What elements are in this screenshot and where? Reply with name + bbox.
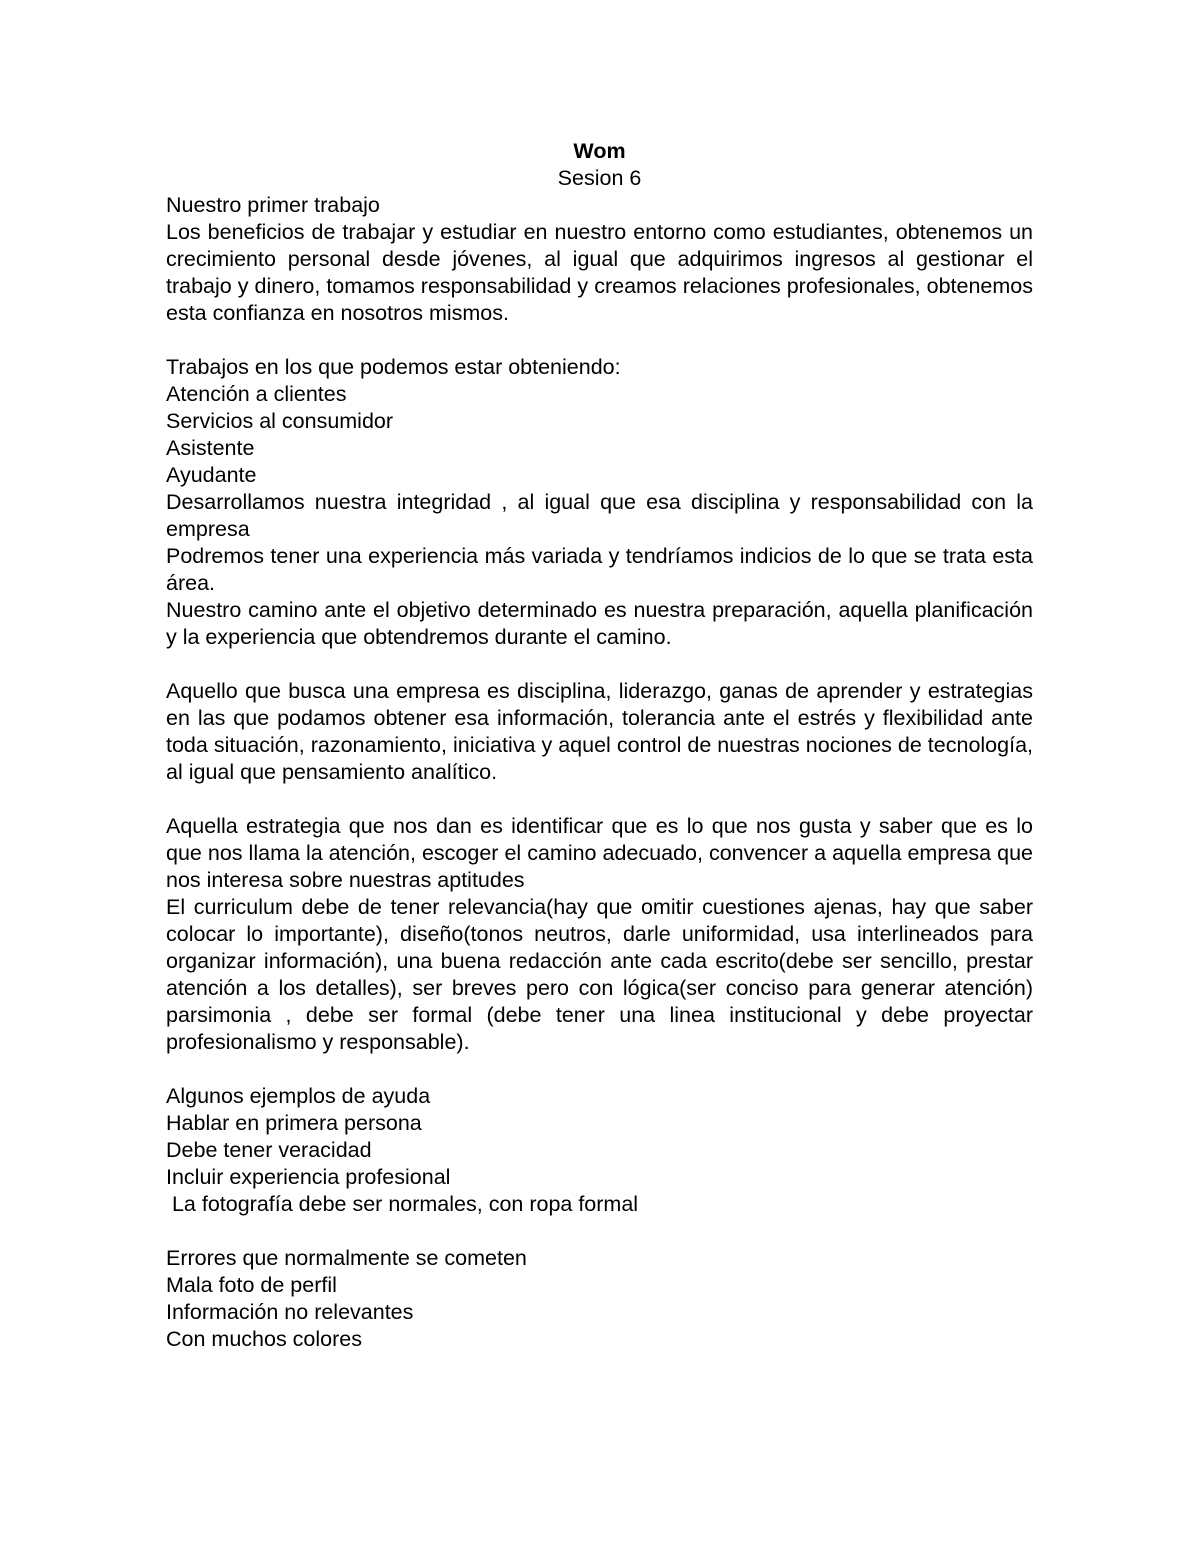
paragraph-gap [166,651,1033,678]
document-page [166,138,1033,1353]
paragraph: Desarrollamos nuestra integridad , al igual que esa disciplina y responsabilidad con la empresa [166,490,1033,541]
list-item: Ayudante [166,463,257,487]
paragraph: El curriculum debe de tener relevancia(hay que omitir cuestiones ajenas, hay que saber colocar lo importante), diseño(tonos neutros, darle uniformidad, usa interlineados para organizar información), una buena redacción ante cada escrito(debe ser sencillo, prestar atención a los detalles), ser breves pero con lógica(ser conciso para generar atención) parsimonia , debe ser formal (debe tener una linea institucional y debe proyectar profesionalismo y responsable). [166,895,1033,1054]
document-title: Wom [573,139,626,163]
document-subtitle: Sesion 6 [557,166,642,190]
examples-intro: Algunos ejemplos de ayuda [166,1084,431,1108]
paragraph: Aquella estrategia que nos dan es identificar que es lo que nos gusta y saber que es lo que nos llama la atención, escoger el camino adecuado, convencer a aquella empresa que nos interesa sobre nuestras aptitudes [166,814,1033,892]
paragraph-gap [166,786,1033,813]
list-item: Mala foto de perfil [166,1273,337,1297]
paragraph: Los beneficios de trabajar y estudiar en nuestro entorno como estudiantes, obtenemos un crecimiento personal desde jóvenes, al igual que adquirimos ingresos al gestionar el trabajo y dinero, tomamos responsabilidad y creamos relaciones profesionales, obtenemos esta confianza en nosotros mismos. [166,220,1033,325]
section-heading: Nuestro primer trabajo [166,193,380,217]
paragraph: Podremos tener una experiencia más variada y tendríamos indicios de lo que se trata esta área. [166,544,1033,595]
paragraph-gap [166,327,1033,354]
list-item: Asistente [166,436,255,460]
paragraph: Nuestro camino ante el objetivo determinado es nuestra preparación, aquella planificación y la experiencia que obtendremos durante el camino. [166,598,1033,649]
jobs-intro: Trabajos en los que podemos estar obteniendo: [166,355,621,379]
list-item: Hablar en primera persona [166,1111,422,1135]
list-item: Servicios al consumidor [166,409,394,433]
list-item: Incluir experiencia profesional [166,1165,451,1189]
list-item: La fotografía debe ser normales, con ropa formal [166,1192,639,1216]
list-item: Información no relevantes [166,1300,414,1324]
paragraph-gap [166,1218,1033,1245]
list-item: Debe tener veracidad [166,1138,372,1162]
paragraph: Aquello que busca una empresa es disciplina, liderazgo, ganas de aprender y estrategias en las que podamos obtener esa información, tolerancia ante el estrés y flexibilidad ante toda situación, razonamiento, iniciativa y aquel control de nuestras nociones de tecnología, al igual que pensamiento analítico. [166,679,1033,784]
list-item: Con muchos colores [166,1327,362,1351]
errors-intro: Errores que normalmente se cometen [166,1246,527,1270]
list-item: Atención a clientes [166,382,347,406]
paragraph-gap [166,1056,1033,1083]
